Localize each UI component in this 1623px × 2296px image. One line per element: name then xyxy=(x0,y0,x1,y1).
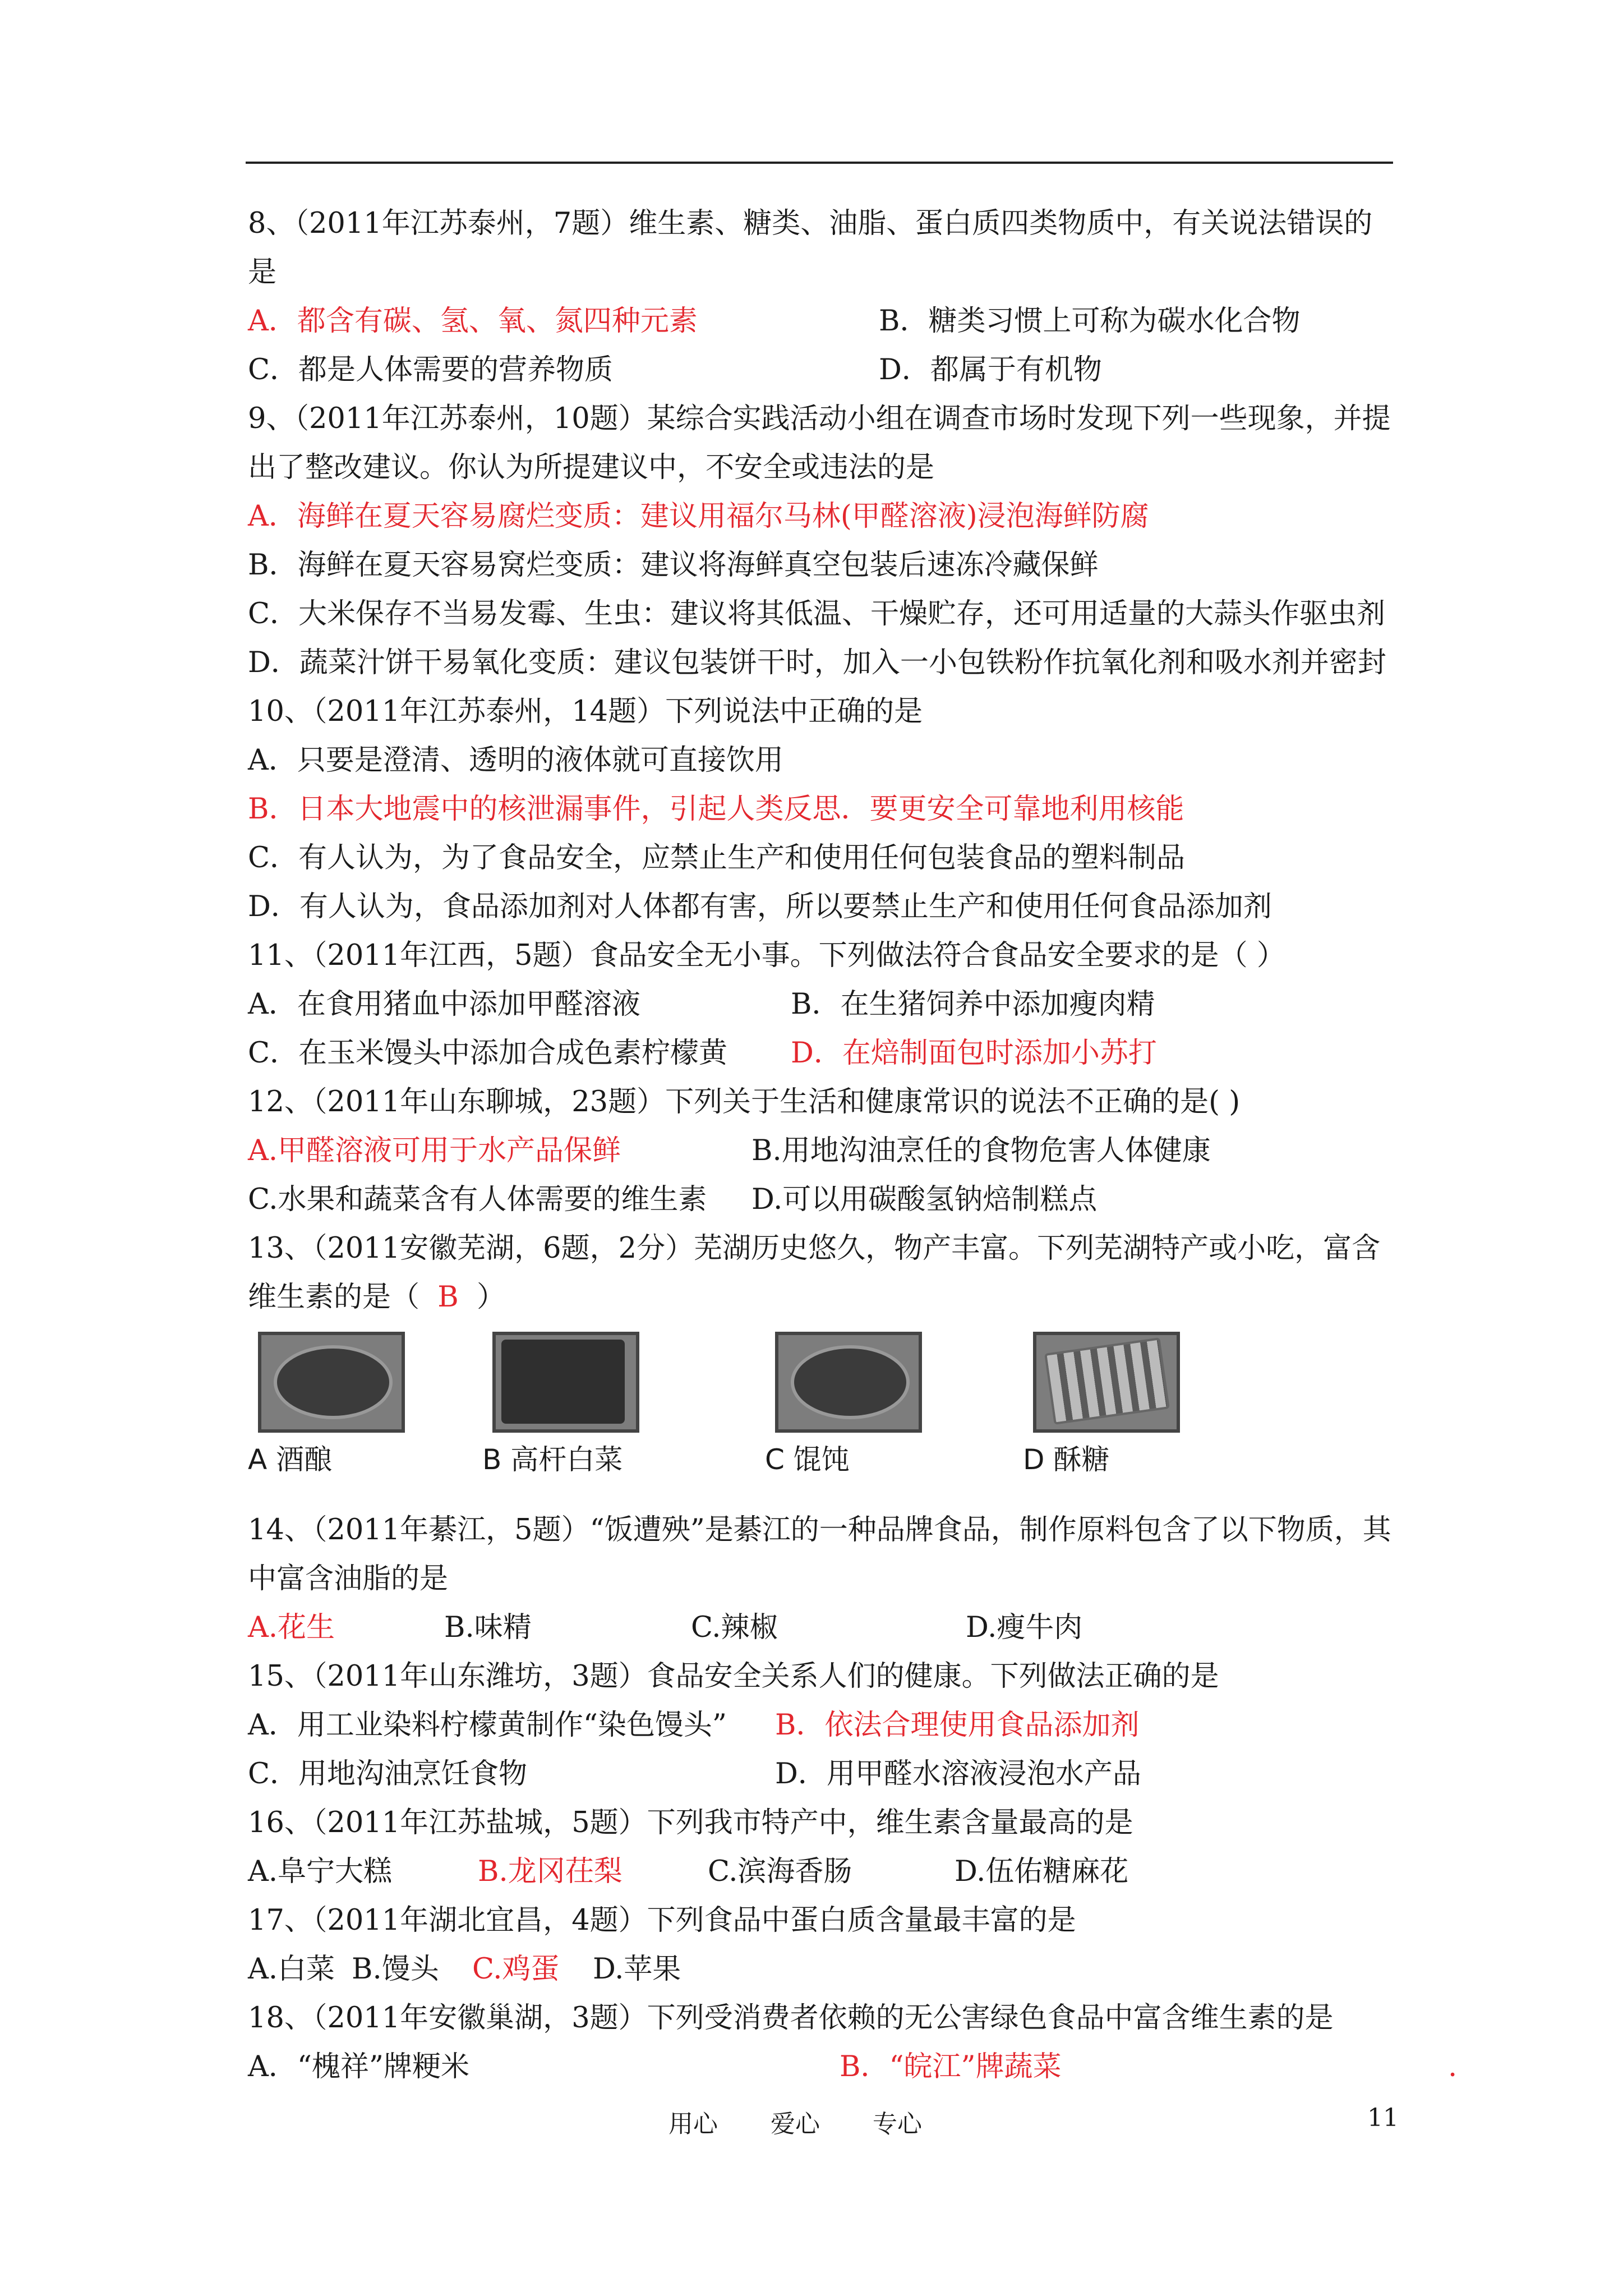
q15-option-a: A．用工业染料柠檬黄制作“染色馒头” xyxy=(248,1709,727,1742)
footer-motto-1: 用心 xyxy=(668,2110,718,2138)
q17-option-c: C.鸡蛋 xyxy=(472,1953,560,1986)
q11-option-a: A．在食用猪血中添加甲醛溶液 xyxy=(248,988,640,1021)
question-12-options-row1 xyxy=(248,1126,1398,1175)
footer-motto-2: 爱心 xyxy=(771,2110,820,2138)
q16-option-b: B.龙冈茌梨 xyxy=(478,1855,623,1888)
question-9-stem: 9、（2011年江苏泰州，10题）某综合实践活动小组在调查市场时发现下列一些现象，并提出了整改建议。你认为所提建议中，不安全或违法的是 xyxy=(248,402,1391,484)
q8-option-a: A．都含有碳、氢、氧、氮四种元素 xyxy=(248,305,698,338)
question-16-stem: 16、（2011年江苏盐城，5题）下列我市特产中，维生素含量最高的是 xyxy=(248,1806,1133,1839)
q8-option-c: C．都是人体需要的营养物质 xyxy=(248,353,614,386)
q14-option-b: B.味精 xyxy=(444,1611,532,1644)
q14-option-a: A.花生 xyxy=(248,1611,335,1644)
question-14-stem: 14、（2011年綦江，5题）“饭遭殃”是綦江的一种品牌食品，制作原料包含了以下物质，其中富含油脂的是 xyxy=(248,1513,1391,1595)
q10-option-d: D．有人认为，食品添加剂对人体都有害，所以要禁止生产和使用任何食品添加剂 xyxy=(248,890,1272,923)
q11-option-b: B．在生猪饲养中添加瘦肉精 xyxy=(791,988,1155,1021)
q18-stray-dot: . xyxy=(1448,2050,1458,2083)
q17-option-b: B.馒头 xyxy=(352,1953,439,1986)
question-16-options xyxy=(248,1847,1398,1896)
q16-option-c: C.滨海香肠 xyxy=(708,1855,852,1888)
document-body xyxy=(248,199,1458,2091)
q10-option-c: C．有人认为，为了食品安全，应禁止生产和使用任何包装食品的塑料制品 xyxy=(248,841,1186,875)
question-11-stem: 11、（2011年江西，5题）食品安全无小事。下列做法符合食品安全要求的是（ ） xyxy=(248,939,1285,972)
food-option-a xyxy=(248,1332,416,1478)
food-option-b xyxy=(482,1332,651,1478)
q15-option-b: B．依法合理使用食品添加剂 xyxy=(775,1709,1140,1742)
q13-stem-text: 维生素的是（ xyxy=(248,1281,420,1314)
q16-option-a: A.阜宁大糕 xyxy=(248,1855,393,1888)
header-rule xyxy=(246,162,1393,164)
question-18-options xyxy=(248,2042,1458,2091)
question-13-stem-line1: 13、（2011安徽芜湖，6题，2分）芜湖历史悠久，物产丰富。下列芜湖特产或小吃，富含 xyxy=(248,1232,1381,1265)
question-12-options-row2 xyxy=(248,1175,1398,1224)
q15-option-c: C．用地沟油烹饪食物 xyxy=(248,1757,528,1791)
q14-option-d: D.瘦牛肉 xyxy=(966,1611,1083,1644)
food-caption-a: A 酒酿 xyxy=(248,1443,333,1476)
q17-option-d: D.苹果 xyxy=(593,1953,681,1986)
question-12-stem: 12、（2011年山东聊城，23题）下列关于生活和健康常识的说法不正确的是( ) xyxy=(248,1085,1241,1119)
food-option-c xyxy=(765,1332,933,1478)
food-image-baicai xyxy=(492,1332,639,1433)
question-11-options-row2 xyxy=(248,1029,1398,1078)
page-number: 11 xyxy=(1367,2104,1399,2132)
q17-option-a: A.白菜 xyxy=(248,1953,335,1986)
question-14-options xyxy=(248,1603,1398,1652)
question-15-options-row2 xyxy=(248,1750,1398,1798)
question-8-options-row1 xyxy=(248,297,1398,346)
question-8-options-row2 xyxy=(248,346,1398,394)
q14-option-c: C.辣椒 xyxy=(691,1611,778,1644)
q9-option-d: D．蔬菜汁饼干易氧化变质：建议包装饼干时，加入一小包铁粉作抗氧化剂和吸水剂并密封 xyxy=(248,646,1386,679)
footer-motto xyxy=(668,2104,967,2139)
q8-option-d: D．都属于有机物 xyxy=(879,353,1102,386)
question-17-stem: 17、（2011年湖北宜昌，4题）下列食品中蛋白质含量最丰富的是 xyxy=(248,1904,1076,1937)
q10-option-b: B．日本大地震中的核泄漏事件，引起人类反思．要更安全可靠地利用核能 xyxy=(248,793,1184,826)
q9-option-a: A．海鲜在夏天容易腐烂变质：建议用福尔马林(甲醛溶液)浸泡海鲜防腐 xyxy=(248,500,1149,533)
q9-option-b: B．海鲜在夏天容易窝烂变质：建议将海鲜真空包装后速冻冷藏保鲜 xyxy=(248,549,1099,582)
q12-option-d: D.可以用碳酸氢钠焙制糕点 xyxy=(751,1183,1098,1216)
q12-option-b: B.用地沟油烹任的食物危害人体健康 xyxy=(751,1134,1211,1167)
q15-option-d: D．用甲醛水溶液浸泡水产品 xyxy=(775,1757,1141,1791)
question-13-stem-line2 xyxy=(248,1273,1398,1322)
q13-food-images xyxy=(248,1332,1398,1494)
footer-motto-3: 专心 xyxy=(873,2110,922,2138)
q18-option-a: A．“槐祥”牌粳米 xyxy=(248,2050,469,2083)
food-caption-d: D 酥糖 xyxy=(1023,1443,1110,1476)
q18-option-b: B．“皖江”牌蔬菜 xyxy=(840,2050,1062,2083)
food-caption-b: B 高杆白菜 xyxy=(482,1443,623,1476)
question-8-stem: 8、（2011年江苏泰州，7题）维生素、糖类、油脂、蛋白质四类物质中，有关说法错误的是 xyxy=(248,207,1373,289)
q12-option-c: C.水果和蔬菜含有人体需要的维生素 xyxy=(248,1183,707,1216)
food-image-sutang xyxy=(1033,1332,1180,1433)
question-11-options-row1 xyxy=(248,980,1398,1029)
q10-option-a: A．只要是澄清、透明的液体就可直接饮用 xyxy=(248,744,783,777)
question-17-options xyxy=(248,1945,1398,1994)
food-caption-c: C 馄饨 xyxy=(765,1443,850,1476)
q16-option-d: D.伍佑糖麻花 xyxy=(955,1855,1129,1888)
question-10-stem: 10、（2011年江苏泰州，14题）下列说法中正确的是 xyxy=(248,695,923,728)
question-15-stem: 15、（2011年山东潍坊，3题）食品安全关系人们的健康。下列做法正确的是 xyxy=(248,1660,1219,1693)
food-option-d xyxy=(1023,1332,1191,1478)
q11-option-d: D．在焙制面包时添加小苏打 xyxy=(791,1037,1157,1070)
q11-option-c: C．在玉米馒头中添加合成色素柠檬黄 xyxy=(248,1037,728,1070)
q12-option-a: A.甲醛溶液可用于水产品保鲜 xyxy=(248,1134,621,1167)
q13-answer: B xyxy=(437,1281,459,1314)
q13-stem-end: ） xyxy=(476,1281,505,1314)
question-18-stem: 18、（2011年安徽巢湖，3题）下列受消费者依赖的无公害绿色食品中富含维生素的是 xyxy=(248,2001,1334,2035)
food-image-jiuniang xyxy=(258,1332,405,1433)
food-image-huntun xyxy=(775,1332,922,1433)
question-15-options-row1 xyxy=(248,1701,1398,1750)
q8-option-b: B．糖类习惯上可称为碳水化合物 xyxy=(879,305,1301,338)
q9-option-c: C．大米保存不当易发霉、生虫：建议将其低温、干燥贮存，还可用适量的大蒜头作驱虫剂 xyxy=(248,597,1386,631)
